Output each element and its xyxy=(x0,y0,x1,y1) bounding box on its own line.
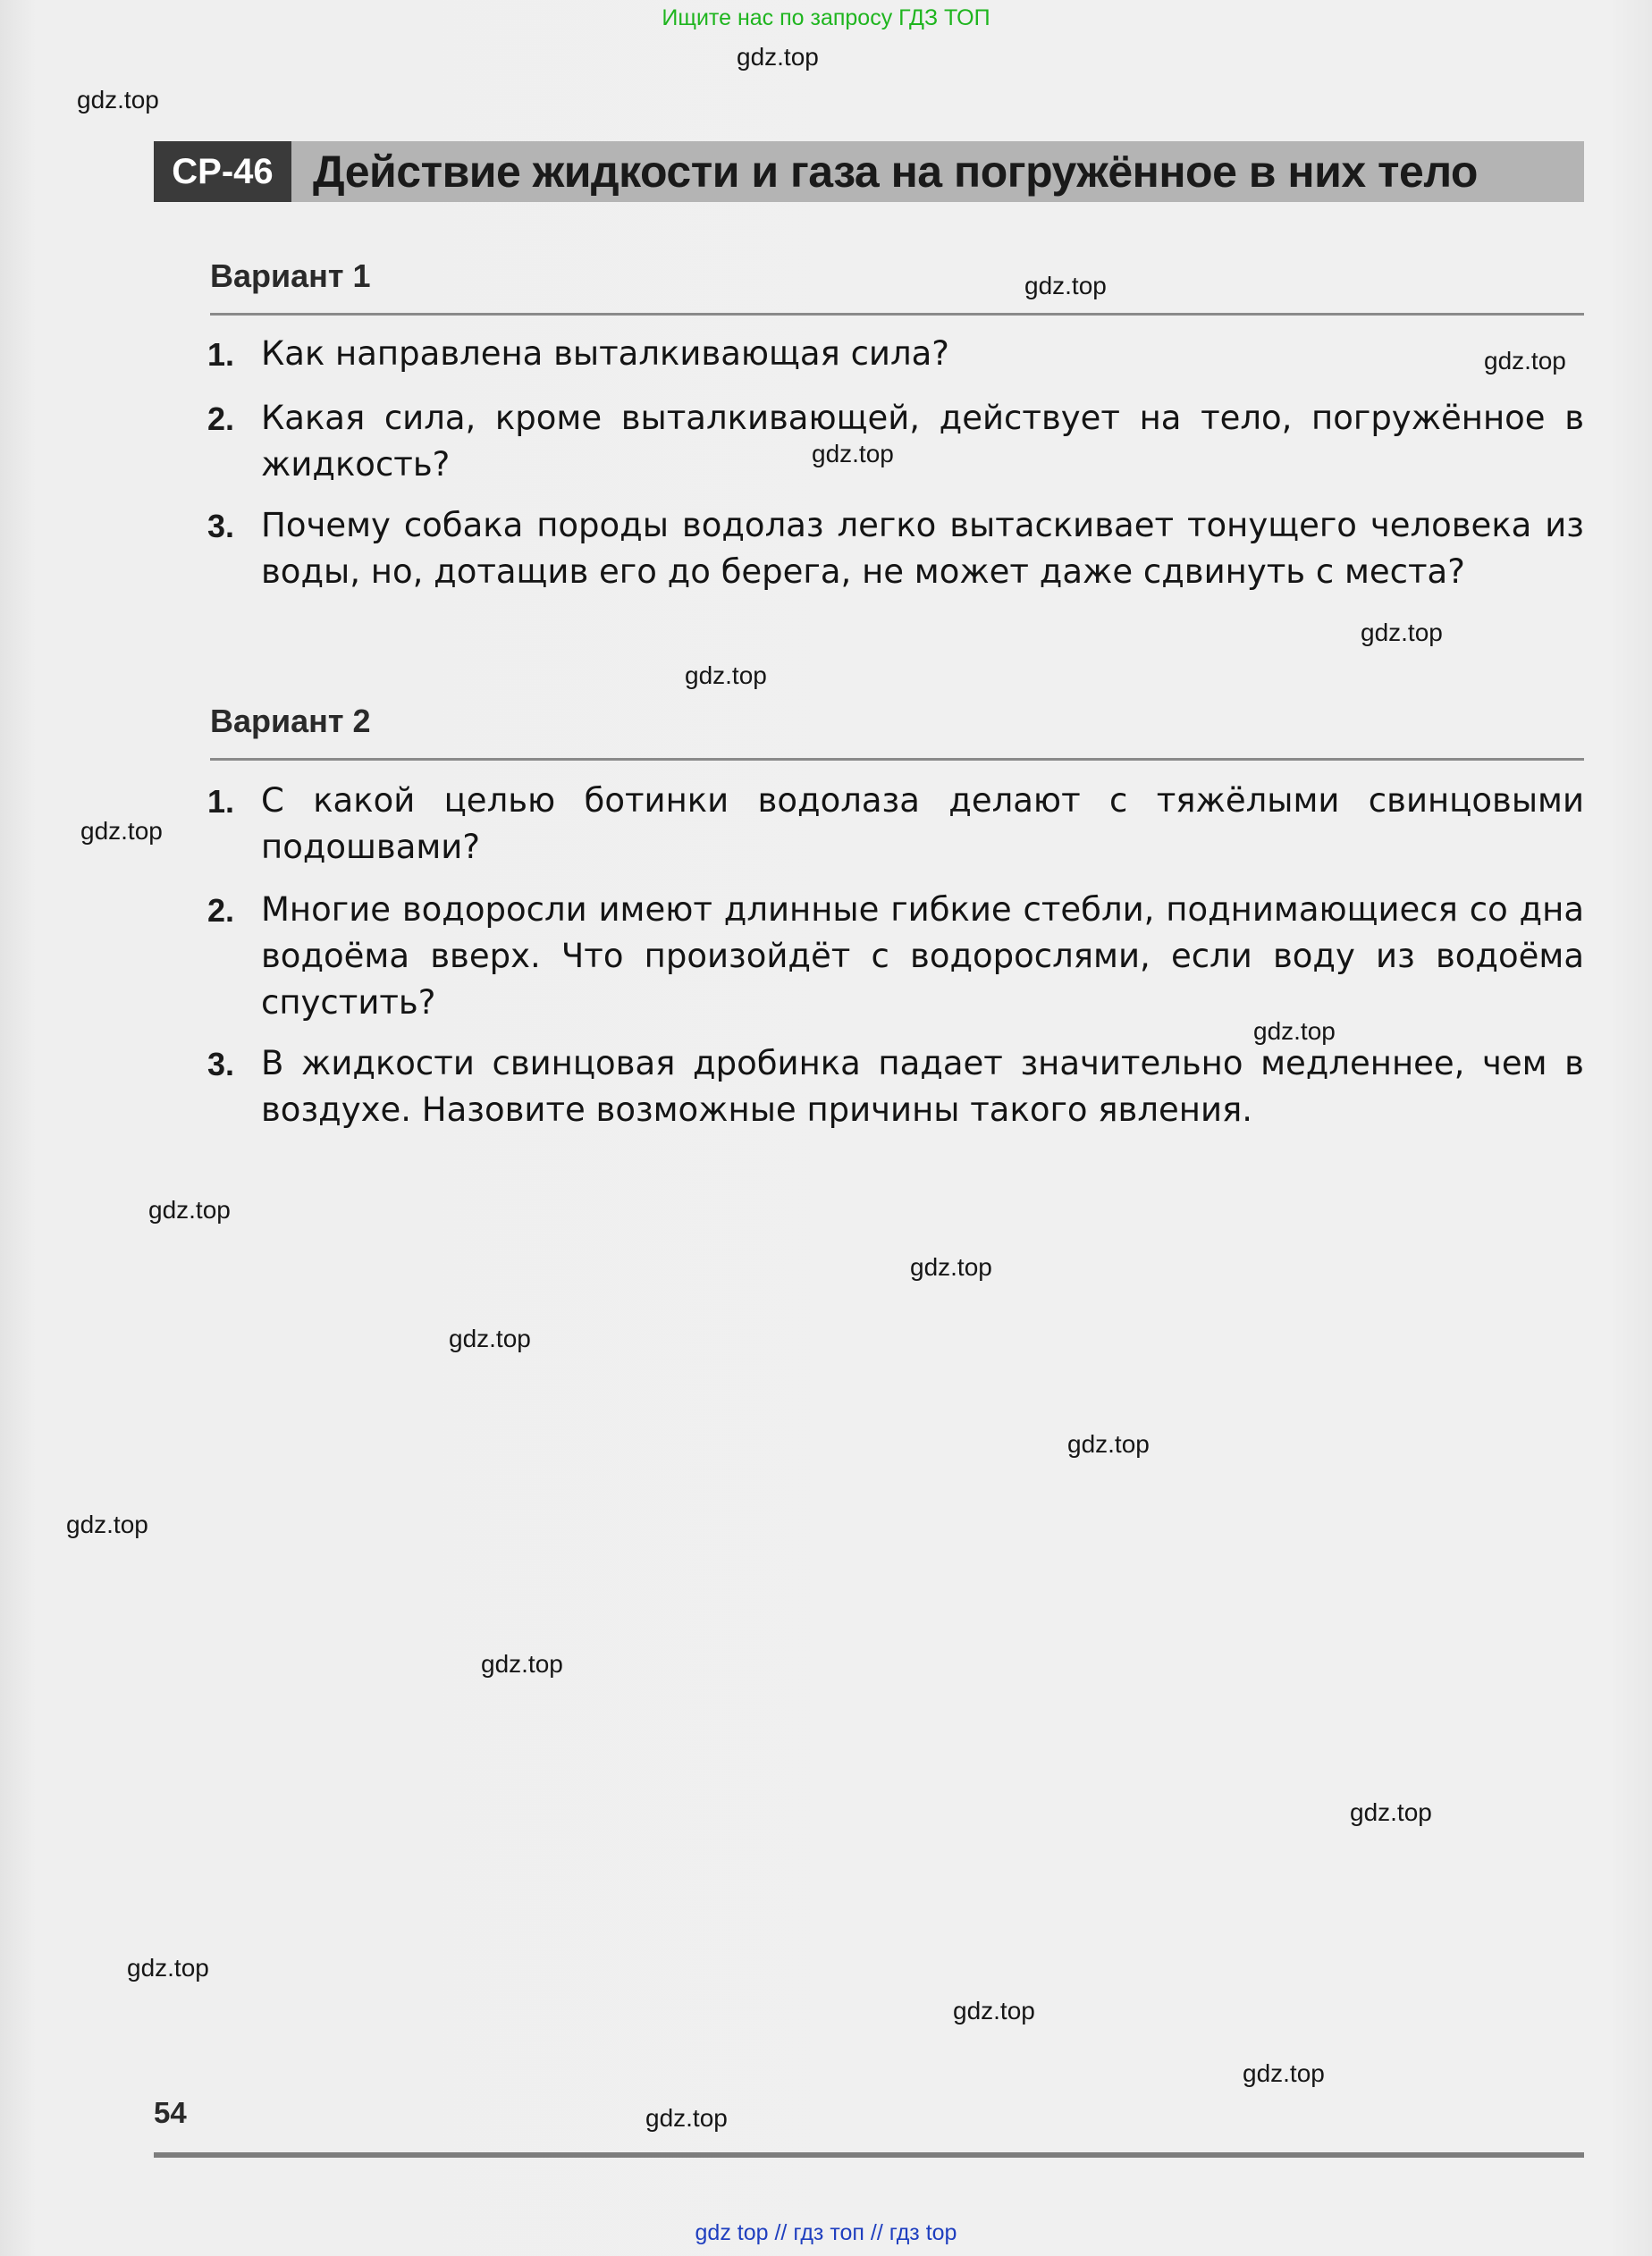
watermark: gdz.top xyxy=(66,1511,148,1538)
v1-q3-text: Почему собака породы водолаз легко вытаскивает тонущего человека из воды, но, дотащив его до берега, не может даже сдвинуть с места? xyxy=(261,506,1584,591)
watermark: gdz.top xyxy=(685,661,767,689)
v1-q1-text: Как направлена выталкивающая сила? xyxy=(261,334,949,373)
variant-1-heading: Вариант 1 xyxy=(210,257,371,294)
section-code: СР-46 xyxy=(154,141,291,202)
v2-q2-number: 2. xyxy=(207,892,235,929)
variant-2-divider xyxy=(210,758,1584,761)
watermark: gdz.top xyxy=(953,1997,1035,2025)
watermark: gdz.top xyxy=(127,1954,209,1982)
watermark: gdz.top xyxy=(645,2104,728,2132)
top-banner[interactable]: Ищите нас по запросу ГДЗ ТОП xyxy=(662,5,990,30)
v2-q1-number: 1. xyxy=(207,783,235,820)
v2-q3-text: В жидкости свинцовая дробинка падает значительно медленнее, чем в воздухе. Назовите возможные причины такого явления. xyxy=(261,1044,1584,1129)
watermark: gdz.top xyxy=(812,440,894,467)
watermark: gdz.top xyxy=(1253,1017,1336,1045)
v1-q2-number: 2. xyxy=(207,400,235,437)
bottom-banner[interactable]: gdz top // гдз топ // гдз top xyxy=(695,2220,957,2245)
watermark: gdz.top xyxy=(481,1650,563,1678)
watermark: gdz.top xyxy=(1484,347,1566,375)
v1-q3-number: 3. xyxy=(207,508,235,544)
page-number: 54 xyxy=(154,2096,187,2129)
watermark: gdz.top xyxy=(910,1253,992,1281)
v1-q2-text: Какая сила, кроме выталкивающей, действует на тело, погружённое в жидкость? xyxy=(261,399,1584,484)
watermark: gdz.top xyxy=(80,817,163,845)
v2-q3-number: 3. xyxy=(207,1046,235,1082)
watermark: gdz.top xyxy=(737,43,819,71)
variant-2-heading: Вариант 2 xyxy=(210,703,371,739)
bottom-divider xyxy=(154,2152,1584,2158)
watermark: gdz.top xyxy=(1361,619,1443,646)
watermark: gdz.top xyxy=(1243,2059,1325,2087)
watermark: gdz.top xyxy=(1024,272,1107,299)
watermark: gdz.top xyxy=(1067,1430,1150,1458)
watermark: gdz.top xyxy=(77,86,159,114)
v2-q1-text: С какой целью ботинки водолаза делают с тяжёлыми свинцовыми подошвами? xyxy=(261,781,1584,866)
watermark: gdz.top xyxy=(1350,1798,1432,1826)
watermark: gdz.top xyxy=(148,1196,231,1224)
page-title: Действие жидкости и газа на погружённое в них тело xyxy=(313,147,1478,197)
v1-q1-number: 1. xyxy=(207,336,235,373)
variant-1-divider xyxy=(210,313,1584,316)
watermark: gdz.top xyxy=(449,1325,531,1352)
v2-q2-text: Многие водоросли имеют длинные гибкие стебли, поднимающиеся со дна водоёма вверх. Что произойдёт с водорослями, если воду из водоёма спустить? xyxy=(261,890,1584,1022)
